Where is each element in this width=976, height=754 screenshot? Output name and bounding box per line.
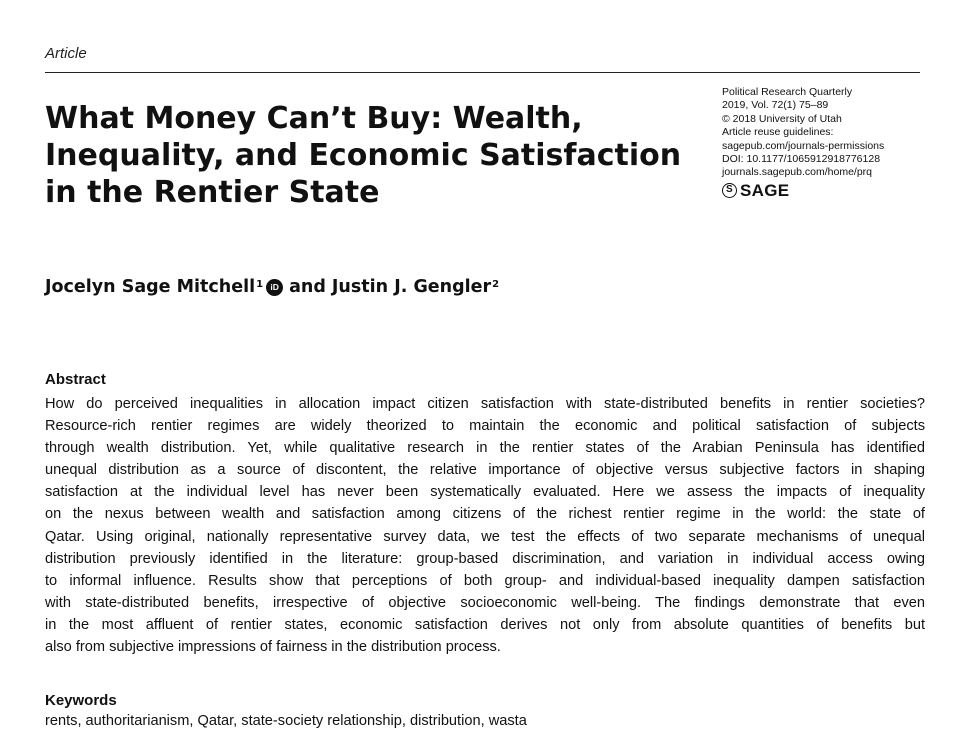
abstract-line: through wealth distribution. Yet, while qualitative research in the rentier states of the Arabian Peninsula has identified (45, 440, 925, 457)
author-list (45, 277, 499, 297)
article-type-label: Article (45, 45, 87, 62)
title-line-3: in the Rentier State (45, 175, 380, 210)
title-line-2: Inequality, and Economic Satisfaction (45, 138, 682, 173)
abstract-line: Qatar. Using original, nationally representative survey data, we test the effects of two separate mechanisms of unequal (45, 528, 925, 545)
abstract-line: How do perceived inequalities in allocation impact citizen satisfaction with state-distributed benefits in rentier societies? (45, 396, 925, 412)
copyright-notice: © 2018 University of Utah (722, 112, 842, 125)
author-name-2[interactable]: Justin J. Gengler (331, 277, 492, 297)
journal-name: Political Research Quarterly (722, 86, 853, 98)
author-affiliation-2: 2 (492, 278, 500, 290)
journal-home-link[interactable]: journals.sagepub.com/home/prq (722, 166, 873, 179)
abstract-line: Resource-rich rentier regimes are widely theorized to maintain the economic and political satisfaction of subjects (45, 418, 925, 435)
keywords-heading: Keywords (45, 692, 117, 709)
abstract-body (45, 393, 925, 658)
sage-logo (722, 180, 927, 200)
journal-info-block (722, 86, 927, 198)
author-name-1[interactable]: Jocelyn Sage Mitchell (45, 277, 256, 297)
journal-volume: 2019, Vol. 72(1) 75–89 (722, 99, 829, 112)
sage-logo-text: SAGE (740, 180, 790, 200)
abstract-line: distribution previously identified in the literature: group-based discrimination, and variation in individual access owing (45, 550, 925, 567)
abstract-line: satisfaction at the individual level has never been systematically evaluated. Here we assess the impacts of inequality (45, 484, 925, 501)
abstract-line: with state-distributed benefits, irrespective of objective socioeconomic well-being. The findings demonstrate that even (45, 594, 925, 611)
sage-mark-icon: S (722, 183, 737, 198)
author-affiliation-1: 1 (256, 278, 264, 290)
keywords-list: rents, authoritarianism, Qatar, state-society relationship, distribution, wasta (45, 713, 527, 729)
orcid-icon[interactable]: iD (266, 279, 283, 296)
paper-title (45, 100, 685, 211)
reuse-guidelines-label: Article reuse guidelines: (722, 126, 834, 139)
header-rule (45, 72, 920, 73)
title-line-1: What Money Can’t Buy: Wealth, (45, 101, 583, 136)
author-connector: and (289, 277, 326, 297)
doi[interactable]: DOI: 10.1177/1065912918776128 (722, 153, 881, 166)
abstract-line: in the most affluent of rentier states, economic satisfaction derives not only from absolute quantities of benefits but (45, 616, 925, 633)
abstract-line: unequal distribution as a source of discontent, the relative importance of objective versus subjective factors in shaping (45, 462, 925, 479)
abstract-line: to informal influence. Results show that perceptions of both group- and individual-based inequality dampen satisfaction (45, 572, 925, 589)
abstract-heading: Abstract (45, 371, 106, 388)
abstract-line: on the nexus between wealth and satisfaction among citizens of the richest rentier regime in the world: the state of (45, 506, 925, 523)
abstract-line: also from subjective impressions of fairness in the distribution process. (45, 639, 501, 656)
reuse-guidelines-link[interactable]: sagepub.com/journals-permissions (722, 139, 885, 152)
